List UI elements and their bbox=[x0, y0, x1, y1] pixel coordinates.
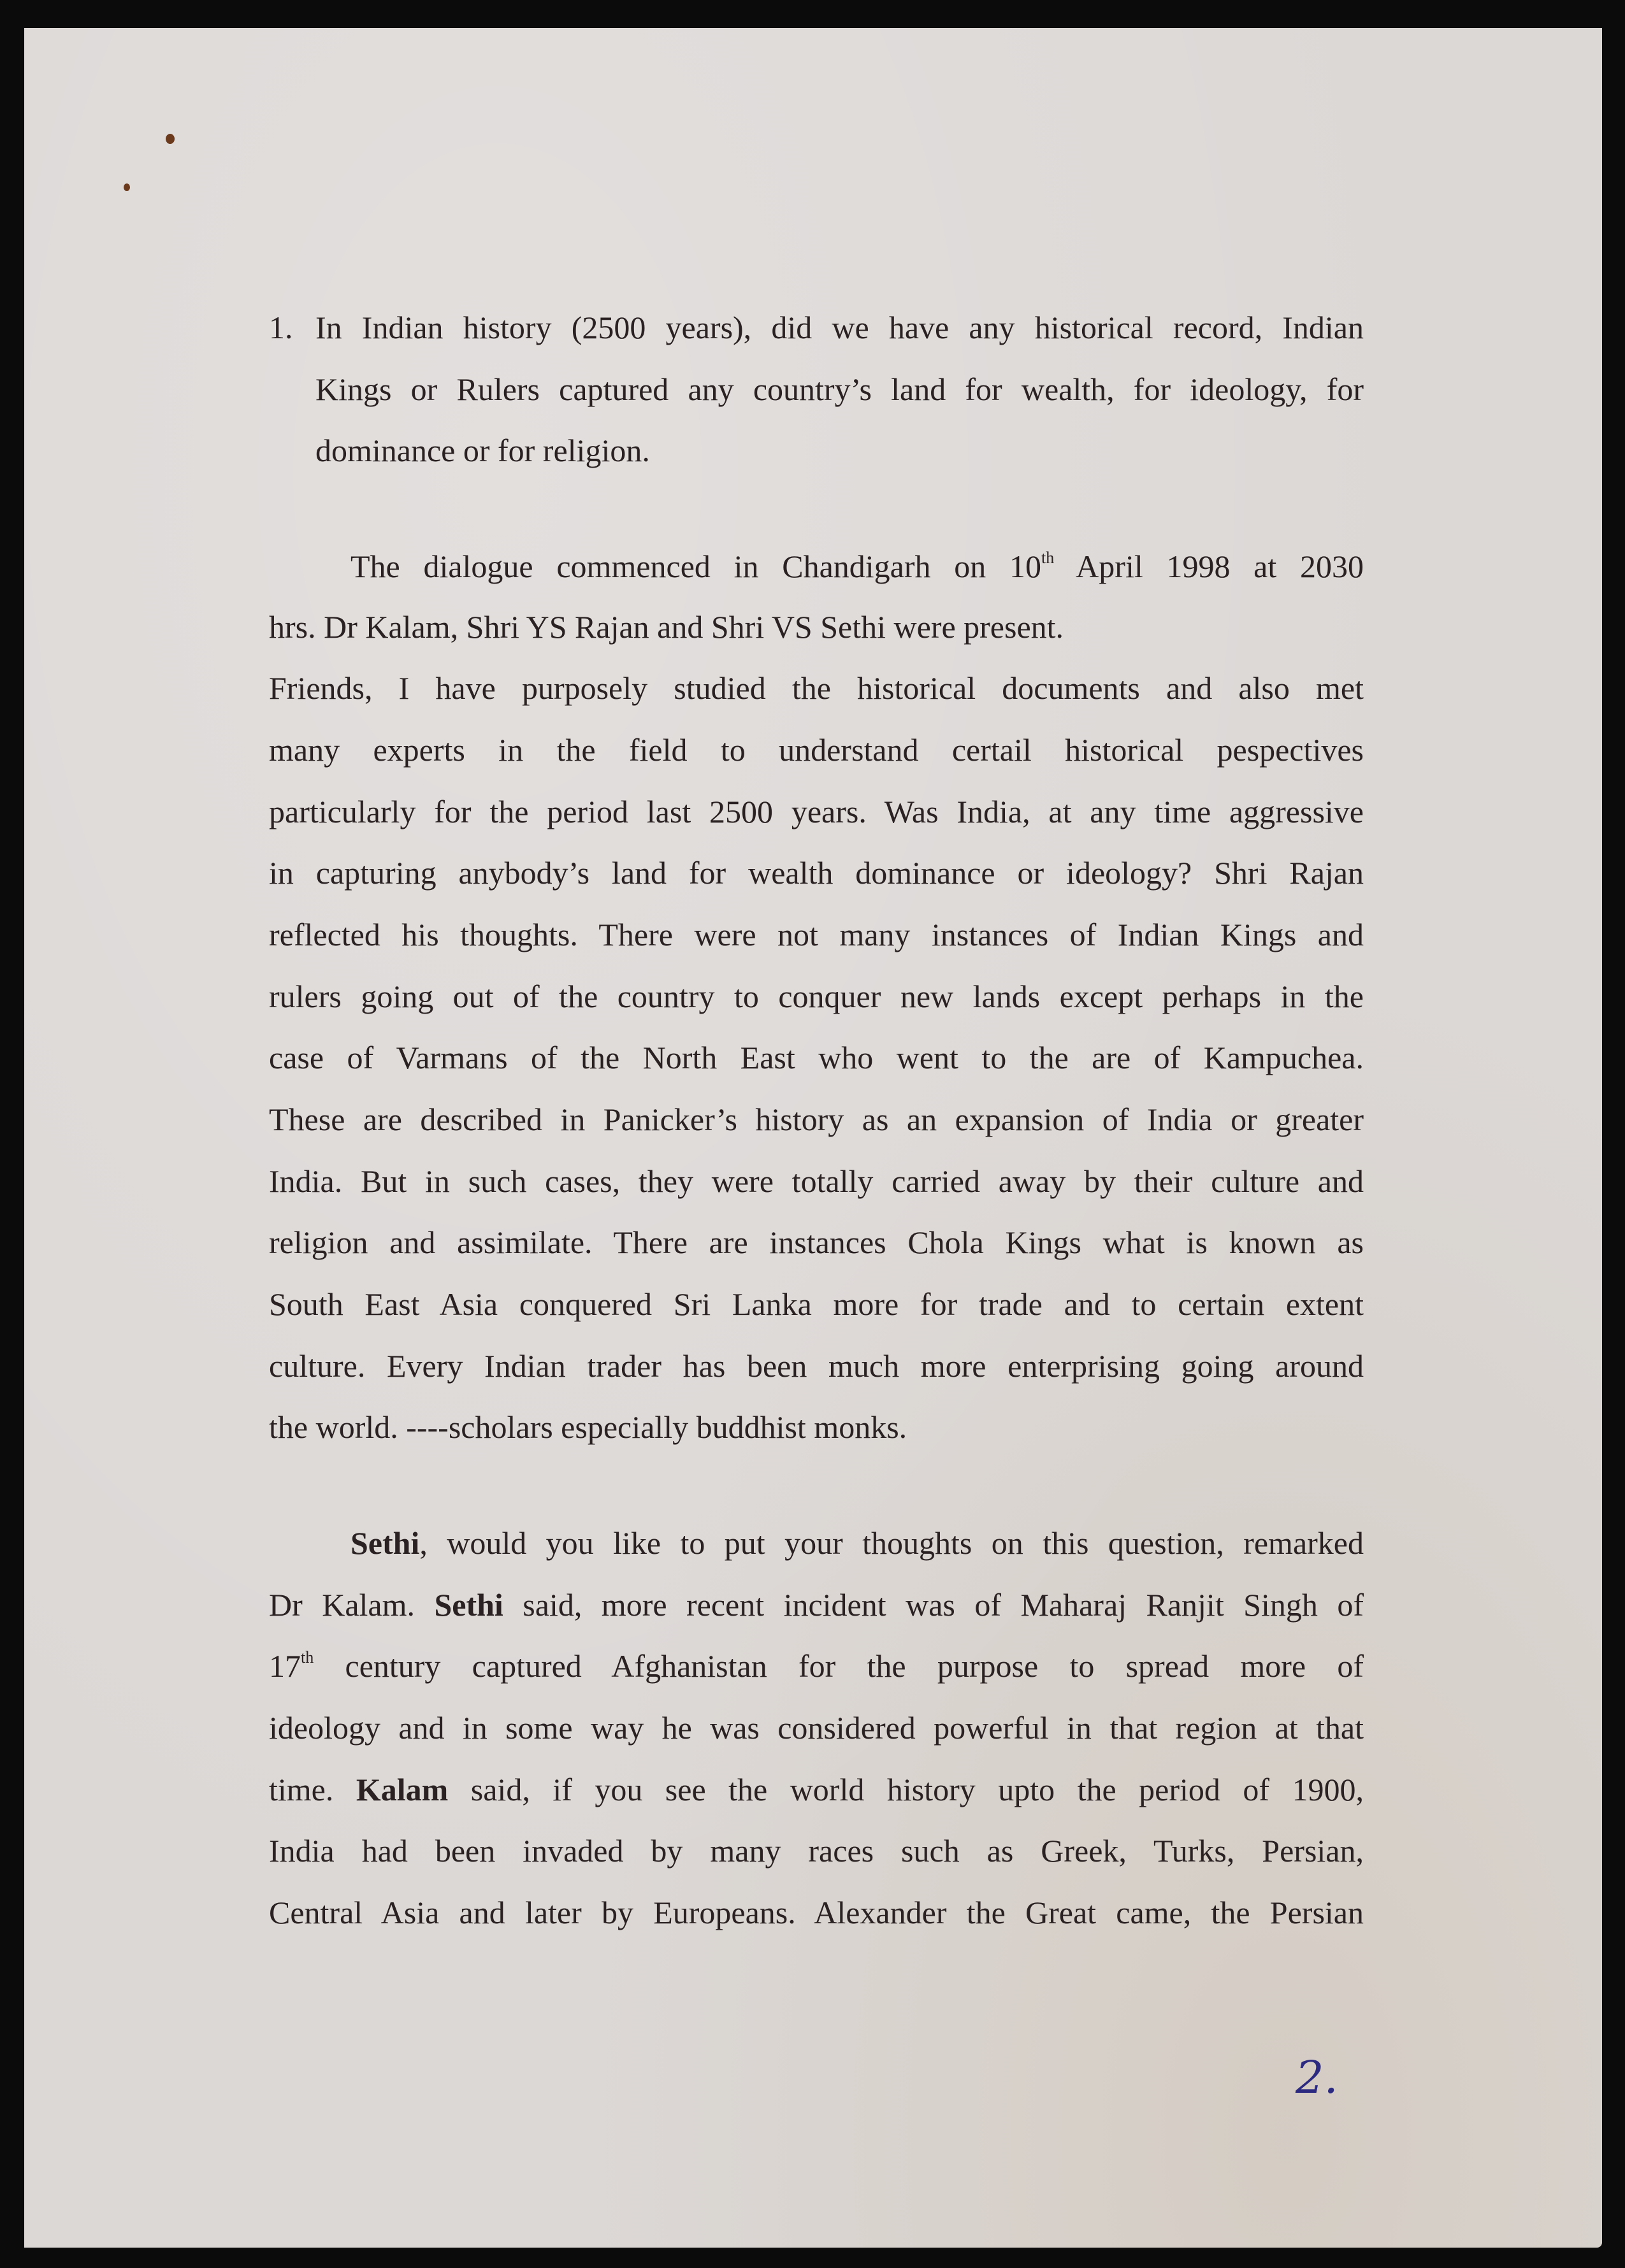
paragraph-line: India. But in such cases, they were totally carried away by their culture and bbox=[269, 1163, 1364, 1199]
question-number: 1. bbox=[269, 310, 293, 345]
paragraph-line: culture. Every Indian trader has been much more enterprising going around bbox=[269, 1348, 1364, 1384]
paragraph-line bbox=[269, 1770, 1364, 1809]
question-line: dominance or for religion. bbox=[315, 433, 650, 468]
paragraph-line: case of Varmans of the North East who went to the are of Kampuchea. bbox=[269, 1040, 1364, 1075]
paragraph-line: ideology and in some way he was considered powerful in that region at that bbox=[269, 1710, 1364, 1746]
speaker-name: Kalam bbox=[356, 1772, 449, 1807]
text-run: , would you like to put your thoughts on this question, remarked bbox=[419, 1525, 1364, 1561]
text-run: The dialogue commenced in Chandigarh on 10 bbox=[350, 549, 1041, 584]
question-line: In Indian history (2500 years), did we have any historical record, Indian bbox=[315, 310, 1364, 345]
paragraph-line bbox=[269, 1524, 1364, 1562]
question-line: Kings or Rulers captured any country’s land for wealth, for ideology, for bbox=[315, 371, 1364, 407]
paragraph-line bbox=[269, 1647, 1364, 1685]
paragraph-line: South East Asia conquered Sri Lanka more for trade and to certain extent bbox=[269, 1286, 1364, 1322]
paragraph-line: particularly for the period last 2500 years. Was India, at any time aggressive bbox=[269, 794, 1364, 829]
paragraph-line: Central Asia and later by Europeans. Alexander the Great came, the Persian bbox=[269, 1895, 1364, 1930]
speaker-name: Sethi bbox=[350, 1525, 420, 1561]
paragraph-line: Friends, I have purposely studied the historical documents and also met bbox=[269, 670, 1364, 706]
text-run: 17 bbox=[269, 1648, 301, 1684]
text-run: time. bbox=[269, 1772, 356, 1807]
paragraph-line: hrs. Dr Kalam, Shri YS Rajan and Shri VS Sethi were present. bbox=[269, 609, 1064, 645]
paragraph-line: rulers going out of the country to conquer new lands except perhaps in the bbox=[269, 979, 1364, 1014]
text-run: said, more recent incident was of Maharaj Ranjit Singh of bbox=[503, 1587, 1364, 1623]
paragraph-line bbox=[269, 1586, 1364, 1624]
text-run: April 1998 at 2030 bbox=[1054, 549, 1364, 584]
speaker-name: Sethi bbox=[434, 1587, 503, 1623]
paragraph-line: many experts in the field to understand certail historical pespectives bbox=[269, 732, 1364, 768]
paragraph-line: India had been invaded by many races such as Greek, Turks, Persian, bbox=[269, 1833, 1364, 1869]
superscript: th bbox=[301, 1648, 314, 1667]
handwritten-page-number: 2. bbox=[1296, 2051, 1338, 2104]
paragraph-line bbox=[269, 547, 1364, 585]
paragraph-line: the world. ----scholars especially buddhist monks. bbox=[269, 1409, 907, 1445]
text-run: Dr Kalam. bbox=[269, 1587, 435, 1623]
paragraph-line: religion and assimilate. There are instances Chola Kings what is known as bbox=[269, 1224, 1364, 1260]
punch-hole-mark bbox=[124, 183, 130, 191]
punch-hole-mark bbox=[166, 134, 175, 144]
superscript: th bbox=[1041, 549, 1055, 567]
paragraph-line: These are described in Panicker’s history as an expansion of India or greater bbox=[269, 1102, 1364, 1137]
paragraph-line: reflected his thoughts. There were not many instances of Indian Kings and bbox=[269, 917, 1364, 952]
text-run: said, if you see the world history upto the period of 1900, bbox=[448, 1772, 1364, 1807]
paragraph-line: in capturing anybody’s land for wealth dominance or ideology? Shri Rajan bbox=[269, 855, 1364, 891]
text-run: century captured Afghanistan for the purpose to spread more of bbox=[314, 1648, 1364, 1684]
